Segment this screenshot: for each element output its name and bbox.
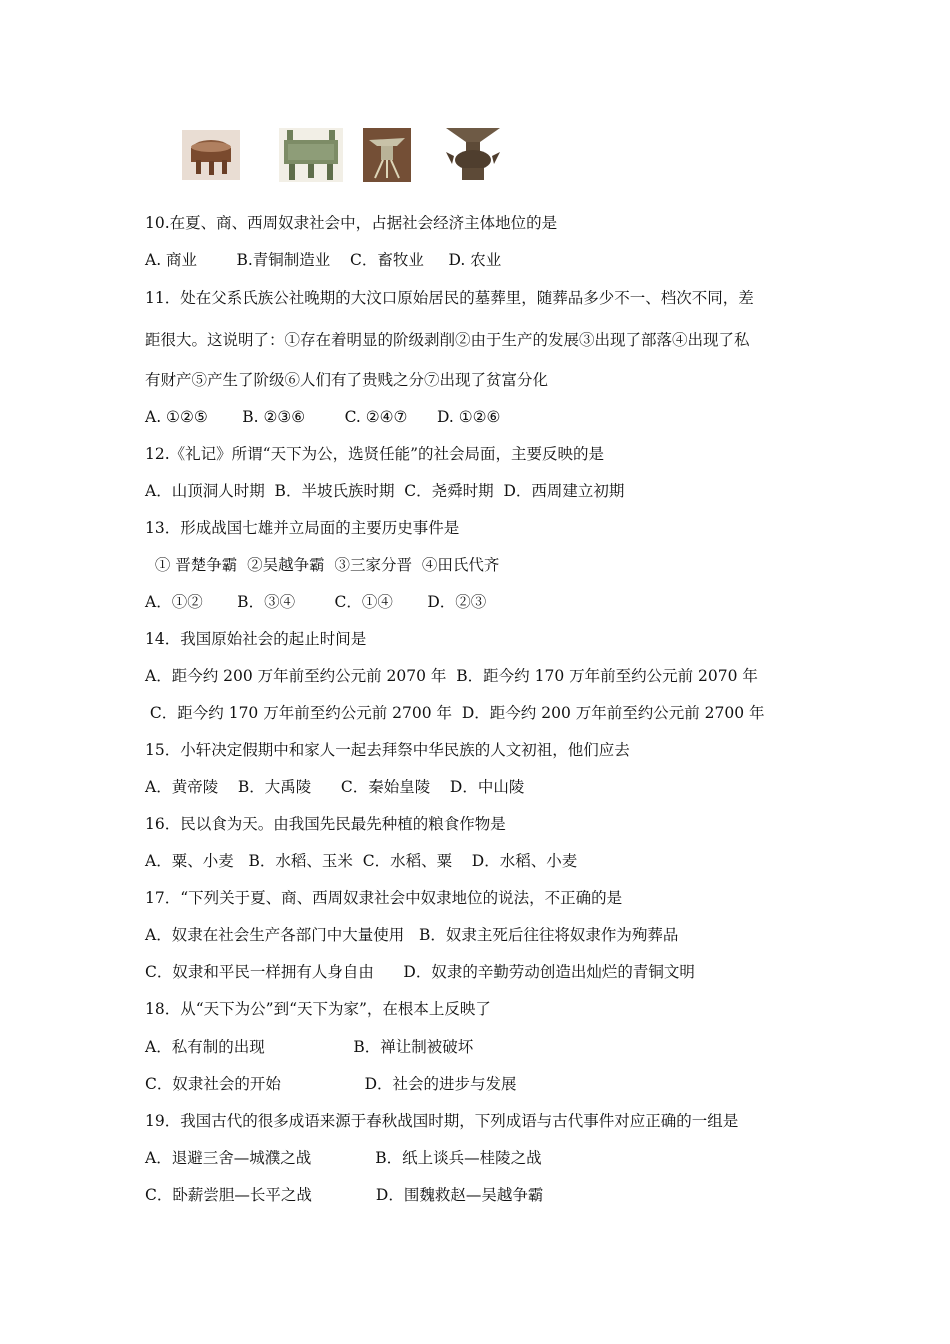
question-11-options: A. ①②⑤ B. ②③⑥ C. ②④⑦ D. ①②⑥ <box>145 408 501 426</box>
question-17-stem: 17．“下列关于夏、商、西周奴隶社会中奴隶地位的说法，不正确的是 <box>145 889 623 907</box>
question-14-stem: 14．我国原始社会的起止时间是 <box>145 630 367 648</box>
question-17-options-ab: A．奴隶在社会生产各部门中大量使用 B．奴隶主死后往往将奴隶作为殉葬品 <box>145 926 679 944</box>
question-18-options-cd: C．奴隶社会的开始 D．社会的进步与发展 <box>145 1075 517 1093</box>
question-13-stem: 13．形成战国七雄并立局面的主要历史事件是 <box>145 519 460 537</box>
question-12-stem: 12.《礼记》所谓“天下为公，选贤任能”的社会局面，主要反映的是 <box>145 445 605 463</box>
question-19-options-ab: A．退避三舍—城濮之战 B．纸上谈兵—桂陵之战 <box>145 1149 542 1167</box>
question-12-options: A．山顶洞人时期 B．半坡氏族时期 C．尧舜时期 D．西周建立初期 <box>145 482 625 500</box>
question-18-stem: 18．从“天下为公”到“天下为家”，在根本上反映了 <box>145 1000 491 1018</box>
question-15-options: A．黄帝陵 B．大禹陵 C．秦始皇陵 D．中山陵 <box>145 778 525 796</box>
question-18-options-ab: A．私有制的出现 B．禅让制被破坏 <box>145 1038 474 1056</box>
question-14-options-cd: C．距今约 170 万年前至约公元前 2700 年 D．距今约 200 万年前至约公元前 2700 年 <box>145 704 765 722</box>
bronze-ding-tripod-icon <box>182 130 240 180</box>
question-19-stem: 19．我国古代的很多成语来源于春秋战国时期，下列成语与古代事件对应正确的一组是 <box>145 1112 739 1130</box>
question-13-options: A．①② B．③④ C．①④ D．②③ <box>145 593 487 611</box>
question-16-stem: 16．民以食为天。由我国先民最先种植的粮食作物是 <box>145 815 506 833</box>
question-11-stem-line-1: 11．处在父系氏族公社晚期的大汶口原始居民的墓葬里，随葬品多少不一、档次不同，差 <box>145 289 754 307</box>
question-15-stem: 15．小轩决定假期中和家人一起去拜祭中华民族的人文初祖，他们应去 <box>145 741 630 759</box>
question-19-options-cd: C．卧薪尝胆—长平之战 D．围魏救赵—吴越争霸 <box>145 1186 544 1204</box>
bronze-jue-vessel-icon <box>363 128 411 182</box>
square-bronze-ding-icon <box>279 128 343 182</box>
question-16-options: A．粟、小麦 B．水稻、玉米 C．水稻、粟 D．水稻、小麦 <box>145 852 578 870</box>
bronze-zun-vessel-icon <box>442 126 504 184</box>
question-13-items: ① 晋楚争霸 ②吴越争霸 ③三家分晋 ④田氏代齐 <box>145 556 500 574</box>
question-11-stem-line-2: 距很大。这说明了：①存在着明显的阶级剥削②由于生产的发展③出现了部落④出现了私 <box>145 331 750 349</box>
artifact-images-row <box>182 126 512 188</box>
question-14-options-ab: A．距今约 200 万年前至约公元前 2070 年 B．距今约 170 万年前至约公元前 2070 年 <box>145 667 758 685</box>
question-17-options-cd: C．奴隶和平民一样拥有人身自由 D．奴隶的辛勤劳动创造出灿烂的青铜文明 <box>145 963 695 981</box>
question-10-stem: 10.在夏、商、西周奴隶社会中，占据社会经济主体地位的是 <box>145 214 558 232</box>
question-11-stem-line-3: 有财产⑤产生了阶级⑥人们有了贵贱之分⑦出现了贫富分化 <box>145 371 549 389</box>
question-10-options: A. 商业 B.青铜制造业 C．畜牧业 D. 农业 <box>145 251 502 269</box>
